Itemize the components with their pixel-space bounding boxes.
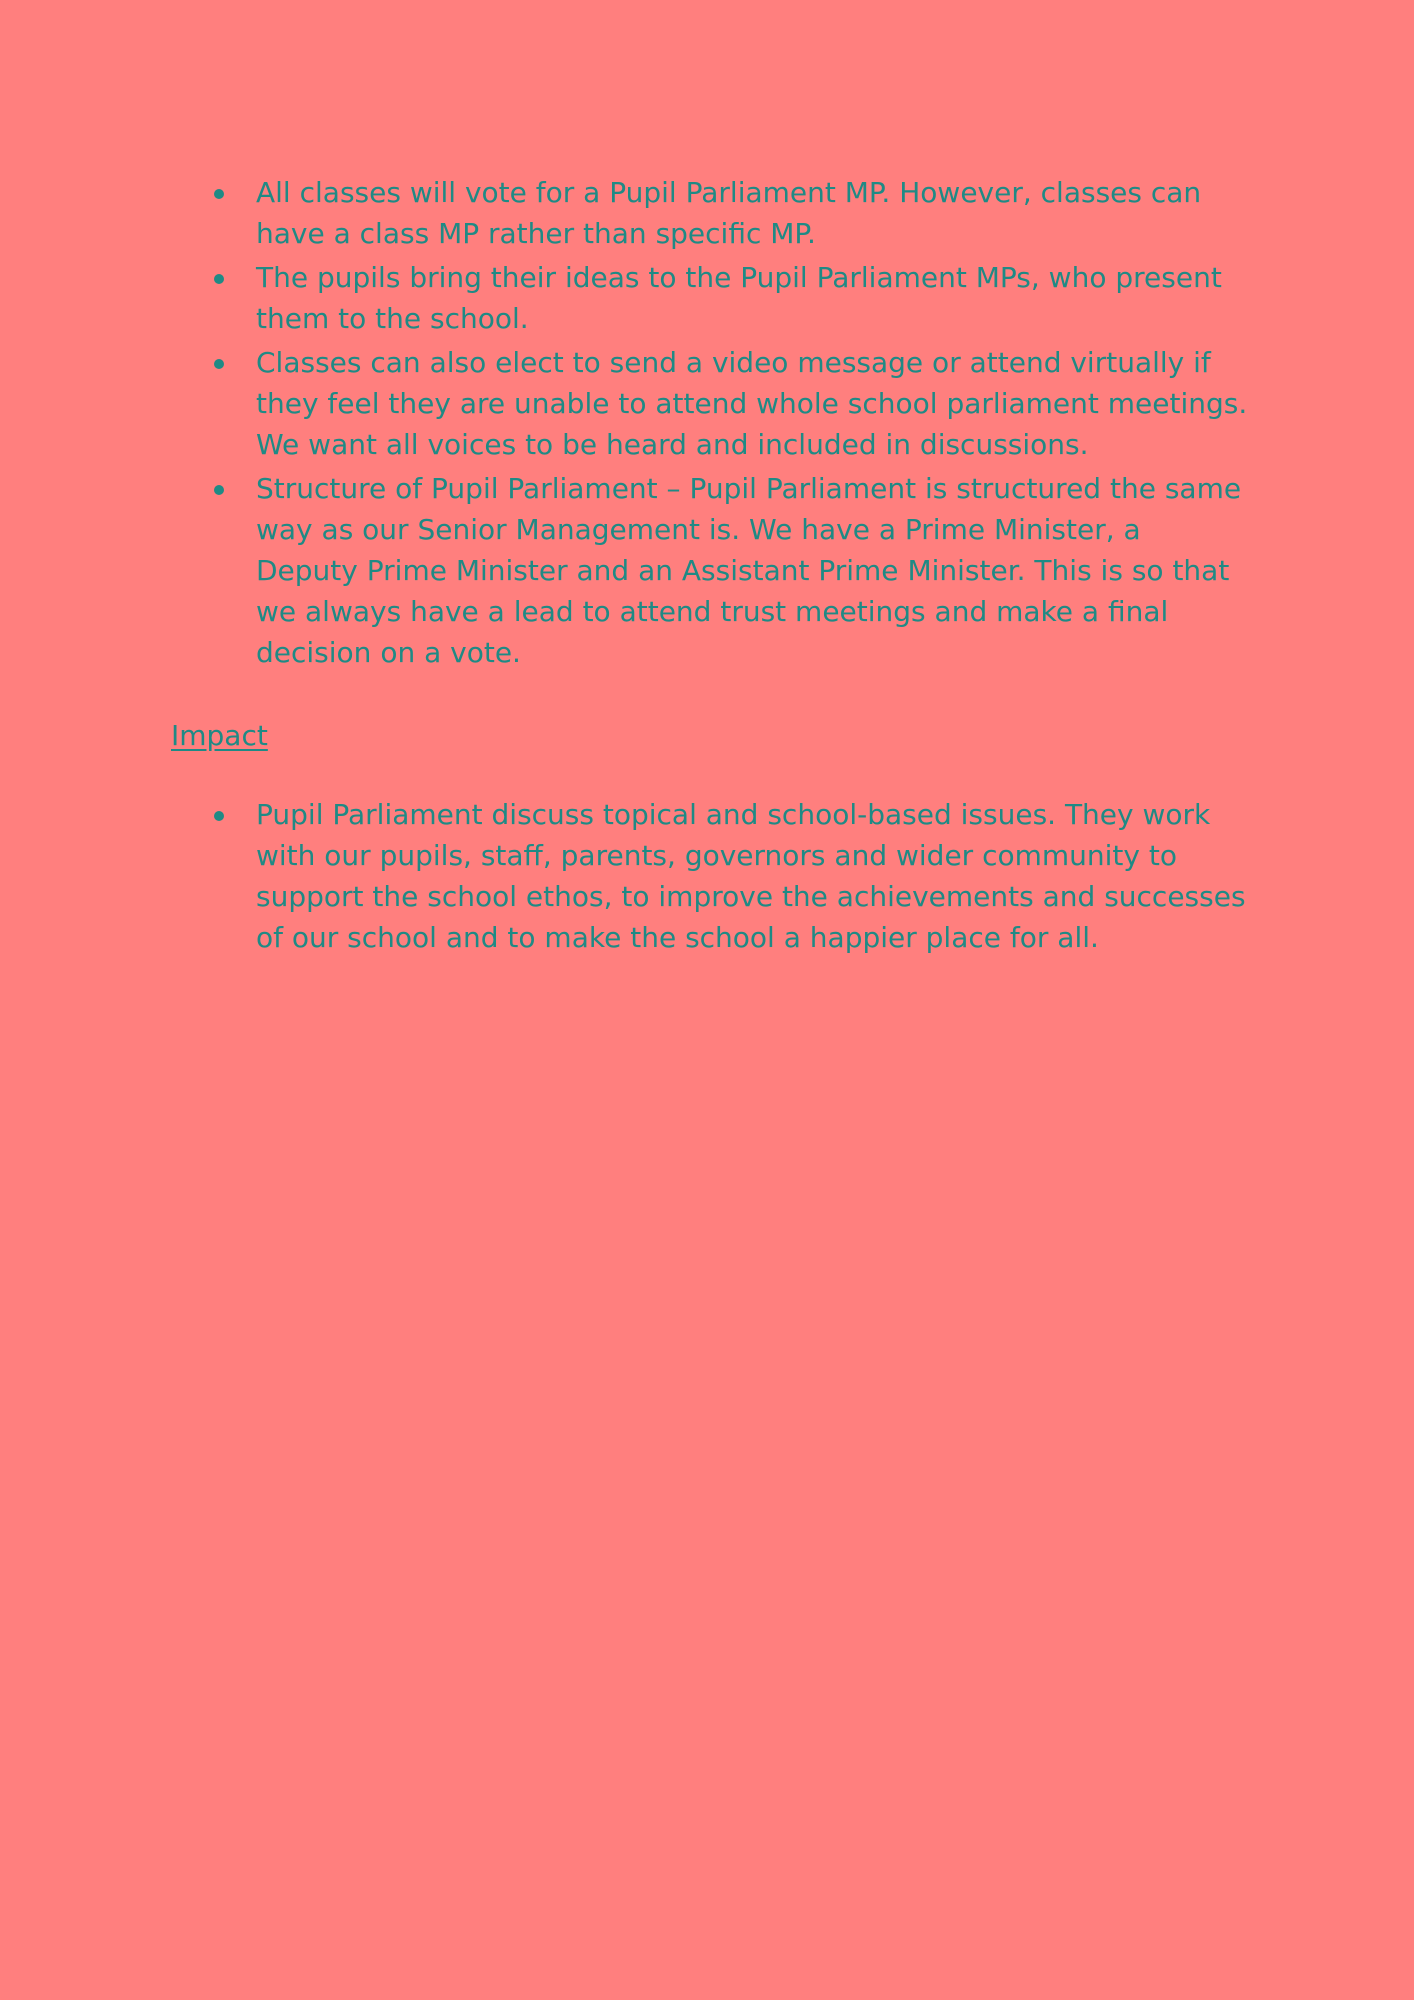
bullet-text: All classes will vote for a Pupil Parliament MP. However, classes can have a class MP rather than specific MP. [256,176,1202,250]
bullet-dot-icon [214,811,224,821]
bullet-dot-icon [214,359,224,369]
list-item [256,794,1251,958]
impact-heading: Impact [171,719,268,752]
list-item [256,257,1251,339]
list-item [256,468,1251,673]
impact-bullet-list [171,794,1251,958]
document-content [171,172,1251,961]
bullet-dot-icon [214,189,224,199]
list-item [256,172,1251,254]
bullet-text: Pupil Parliament discuss topical and school-based issues. They work with our pupils, staff, parents, governors and wider community to support the school ethos, to improve the achievements and successes of our school and to make the school a happier place for all. [256,798,1246,954]
bullet-text: The pupils bring their ideas to the Pupil Parliament MPs, who present them to the school. [256,261,1222,335]
bullet-text: Structure of Pupil Parliament – Pupil Parliament is structured the same way as our Senior Management is. We have a Prime Minister, a Deputy Prime Minister and an Assistant Prime Minister. This is so that we always have a lead to attend trust meetings and make a final decision on a vote. [256,472,1242,669]
bullet-dot-icon [214,485,224,495]
list-item [256,342,1251,465]
bullet-text: Classes can also elect to send a video message or attend virtually if they feel they are unable to attend whole school parliament meetings. We want all voices to be heard and included in discussions. [256,346,1248,461]
bullet-dot-icon [214,274,224,284]
intro-bullet-list [171,172,1251,673]
